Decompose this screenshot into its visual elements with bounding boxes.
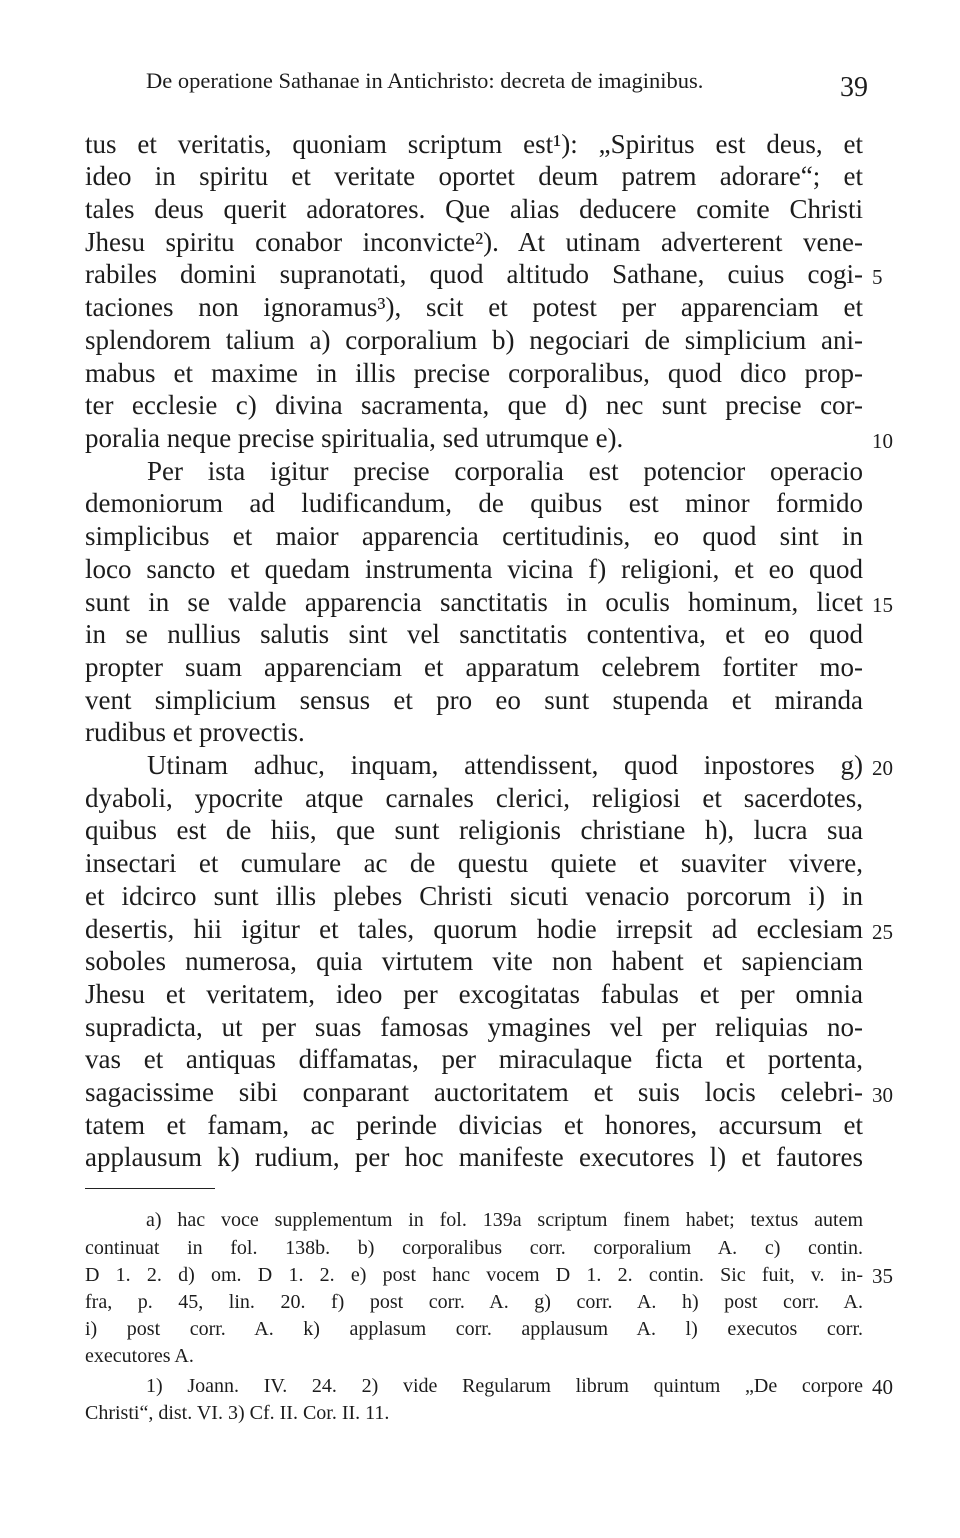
line-number: 10 [872, 429, 893, 453]
running-head: De operatione Sathanae in Antichristo: decreta de imaginibus. [146, 68, 704, 93]
text-line: sagacissime sibi conparant auctoritatem et suis locis celebri- [85, 1077, 863, 1107]
footnote-divider [85, 1188, 215, 1189]
footnote-line: i) post corr. A. k) applasum corr. applausum A. l) executos corr. [85, 1318, 863, 1340]
text-line: insectari et cumulare ac de questu quiete et suaviter vivere, [85, 848, 863, 878]
text-line: rabiles domini supranotati, quod altitudo Sathane, cuius cogi- [85, 259, 863, 289]
text-line: simplicibus et maior apparencia certitudinis, eo quod sint in [85, 521, 863, 551]
line-number: 30 [872, 1083, 893, 1107]
text-line: supradicta, ut per suas famosas ymagines vel per reliquias no- [85, 1012, 863, 1042]
text-line: in se nullius salutis sint vel sanctitatis contentiva, et eo quod [85, 619, 863, 649]
line-number: 5 [872, 265, 883, 289]
text-line: ideo in spiritu et veritate oportet deum patrem adorare“; et [85, 161, 863, 191]
text-line: sunt in se valde apparencia sanctitatis in oculis hominum, licet [85, 587, 863, 617]
text-line: applausum k) rudium, per hoc manifeste executores l) et fautores [85, 1142, 863, 1172]
text-line: poralia neque precise spiritualia, sed utrumque e). [85, 423, 624, 453]
text-line: mabus et maxime in illis precise corporalibus, quod dico prop- [85, 358, 863, 388]
text-line: loco sancto et quedam instrumenta vicina f) religioni, et eo quod [85, 554, 863, 584]
line-number: 20 [872, 756, 893, 780]
text-line: Jhesu et veritatem, ideo per excogitatas fabulas et per omnia [85, 979, 863, 1009]
line-number: 35 [872, 1264, 893, 1288]
text-line: vas et antiquas diffamatas, per miraculaque ficta et portenta, [85, 1044, 863, 1074]
text-line: propter suam apparenciam et apparatum celebrem fortiter mo- [85, 652, 863, 682]
footnote-line: Christi“, dist. VI. 3) Cf. II. Cor. II. 11. [85, 1402, 390, 1424]
line-number: 25 [872, 920, 893, 944]
text-line: dyaboli, ypocrite atque carnales clerici, religiosi et sacerdotes, [85, 783, 863, 813]
text-line: Jhesu spiritu conabor inconvicte²). At utinam adverterent vene- [85, 227, 863, 257]
text-line: ter ecclesie c) divina sacramenta, que d) nec sunt precise cor- [85, 390, 863, 420]
text-line: demoniorum ad ludificandum, de quibus est minor formido [85, 488, 863, 518]
footnote-line: fra, p. 45, lin. 20. f) post corr. A. g) corr. A. h) post corr. A. [85, 1291, 863, 1313]
line-number: 15 [872, 593, 893, 617]
text-line: Utinam adhuc, inquam, attendissent, quod inpostores g) [147, 750, 863, 780]
footnote-line: executores A. [85, 1345, 194, 1367]
footnote-line: D 1. 2. d) om. D 1. 2. e) post hanc vocem D 1. 2. contin. Sic fuit, v. in- [85, 1264, 863, 1286]
text-line: splendorem talium a) corporalium b) negociari de simplicium ani- [85, 325, 863, 355]
text-line: tales deus querit adoratores. Que alias deducere comite Christi [85, 194, 863, 224]
page-number: 39 [840, 72, 868, 103]
text-line: soboles numerosa, quia virtutem vite non habent et sapienciam [85, 946, 863, 976]
text-line: tus et veritatis, quoniam scriptum est¹): „Spiritus est deus, et [85, 129, 863, 159]
text-line: tatem et famam, ac perinde divicias et honores, accursum et [85, 1110, 863, 1140]
text-line: Per ista igitur precise corporalia est potencior operacio [147, 456, 863, 486]
text-line: quibus est de hiis, que sunt religionis christiane h), lucra sua [85, 815, 863, 845]
text-line: desertis, hii igitur et tales, quorum hodie irrepsit ad ecclesiam [85, 914, 863, 944]
text-line: rudibus et provectis. [85, 717, 305, 747]
line-number: 40 [872, 1375, 893, 1399]
footnote-line: 1) Joann. IV. 24. 2) vide Regularum librum quintum „De corpore [146, 1375, 863, 1397]
footnote-line: continuat in fol. 138b. b) corporalibus corr. corporalium A. c) contin. [85, 1237, 863, 1259]
text-line: taciones non ignoramus³), scit et potest per apparenciam et [85, 292, 863, 322]
text-line: vent simplicium sensus et pro eo sunt stupenda et miranda [85, 685, 863, 715]
footnote-line: a) hac voce supplementum in fol. 139a scriptum finem habet; textus autem [146, 1209, 863, 1231]
text-line: et idcirco sunt illis plebes Christi sicuti venacio porcorum i) in [85, 881, 863, 911]
